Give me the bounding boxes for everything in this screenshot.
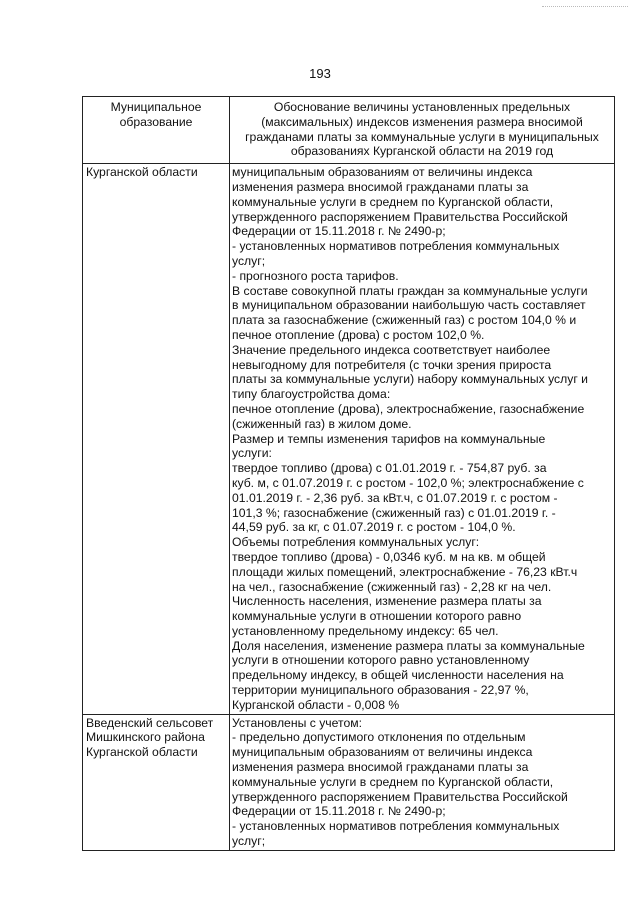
justification-line: Федерации от 15.11.2018 г. № 2490-р; <box>232 804 446 819</box>
justification-line: твердое топливо (дрова) с 01.01.2019 г. - 754,87 руб. за <box>232 461 547 476</box>
justification-line: Объемы потребления коммунальных услуг: <box>232 535 480 550</box>
justification-line: территории муниципального образования - 22,97 %, <box>232 683 529 698</box>
municipality-cell <box>83 164 230 714</box>
justification-line: Установлены с учетом: <box>232 715 362 730</box>
justification-line: платы за коммунальные услуги) набору коммунальных услуг и <box>232 372 588 387</box>
justification-line: В составе совокупной платы граждан за коммунальные услуги <box>232 283 588 298</box>
justification-line: утвержденного распоряжением Правительства Российской <box>232 209 568 224</box>
header-justification: Обоснование величины установленных предельных (максимальных) индексов изменения размера вносимой гражданами платы за коммунальные услуги в муниципальных образованиях Курганской области на 2019 год <box>230 97 615 164</box>
justification-line: муниципальным образованиям от величины индекса <box>232 745 533 760</box>
justification-line: коммунальные услуги в среднем по Курганской области, <box>232 194 554 209</box>
justification-line: Федерации от 15.11.2018 г. № 2490-р; <box>232 224 446 239</box>
table-row <box>83 164 615 714</box>
justification-line: печное отопление (дрова) с ростом 102,0 %. <box>232 327 485 342</box>
page-number: 193 <box>309 66 331 81</box>
justification-line: в муниципальном образовании наибольшую часть составляет <box>232 298 586 313</box>
justification-line: коммунальные услуги в среднем по Курганской области, <box>232 774 554 789</box>
justification-line: Размер и темпы изменения тарифов на коммунальные <box>232 431 546 446</box>
justification-line: - установленных нормативов потребления коммунальных <box>232 239 560 254</box>
justification-line: услуги в отношении которого равно установленному <box>232 653 530 668</box>
header-municipality: Муниципальное образование <box>83 97 230 164</box>
justification-line: утвержденного распоряжением Правительства Российской <box>232 789 568 804</box>
justification-line: - прогнозного роста тарифов. <box>232 268 399 283</box>
justification-line: услуги: <box>232 446 272 461</box>
justification-line: изменения размера вносимой гражданами платы за <box>232 179 529 194</box>
justification-line: на чел., газоснабжение (сжиженный газ) - 2,28 кг на чел. <box>232 579 552 594</box>
justification-line: установленному предельному индексу: 65 чел. <box>232 623 499 638</box>
justification-line: услуг; <box>232 253 266 268</box>
justification-line: услуг; <box>232 834 266 849</box>
justification-line: 01.01.2019 г. - 2,36 руб. за кВт.ч, с 01.07.2019 г. с ростом - <box>232 490 558 505</box>
table-header-row <box>83 97 615 164</box>
justification-line: 44,59 руб. за кг, с 01.07.2019 г. с ростом - 104,0 %. <box>232 520 516 535</box>
justification-line: коммунальные услуги в отношении которого равно <box>232 609 522 624</box>
justification-line: Курганской области - 0,008 % <box>232 697 400 712</box>
municipality-line: Введенский сельсовет <box>86 715 214 730</box>
justification-cell <box>230 164 615 714</box>
justification-line: - предельно допустимого отклонения по отдельным <box>232 730 526 745</box>
tariff-justification-table <box>82 96 615 851</box>
justification-line: муниципальным образованиям от величины индекса <box>232 165 533 180</box>
justification-line: (сжиженный газ) в жилом доме. <box>232 416 412 431</box>
justification-cell <box>230 714 615 850</box>
justification-line: Доля населения, изменение размера платы за коммунальные <box>232 638 585 653</box>
scan-edge-mark <box>542 6 628 8</box>
justification-line: твердое топливо (дрова) - 0,0346 куб. м на кв. м общей <box>232 549 546 564</box>
justification-line: печное отопление (дрова), электроснабжение, газоснабжение <box>232 401 585 416</box>
justification-line: 101,3 %; газоснабжение (сжиженный газ) с 01.01.2019 г. - <box>232 505 556 520</box>
municipality-line: Курганской области <box>86 165 198 180</box>
justification-line: куб. м, с 01.07.2019 г. с ростом - 102,0 %; электроснабжение с <box>232 475 584 490</box>
justification-line: Значение предельного индекса соответствует наиболее <box>232 342 551 357</box>
municipality-line: Курганской области <box>86 745 198 760</box>
justification-line: типу благоустройства дома: <box>232 387 391 402</box>
justification-line: Численность населения, изменение размера платы за <box>232 594 542 609</box>
municipality-line: Мишкинского района <box>86 730 205 745</box>
justification-line: площади жилых помещений, электроснабжение - 76,23 кВт.ч <box>232 564 578 579</box>
justification-line: плата за газоснабжение (сжиженный газ) с ростом 104,0 % и <box>232 313 577 328</box>
justification-line: - установленных нормативов потребления коммунальных <box>232 819 560 834</box>
municipality-cell <box>83 714 230 850</box>
justification-line: изменения размера вносимой гражданами платы за <box>232 760 529 775</box>
justification-line: невыгодному для потребителя (с точки зрения прироста <box>232 357 552 372</box>
justification-line: предельному индексу, в общей численности населения на <box>232 668 564 683</box>
table-row <box>83 714 615 850</box>
